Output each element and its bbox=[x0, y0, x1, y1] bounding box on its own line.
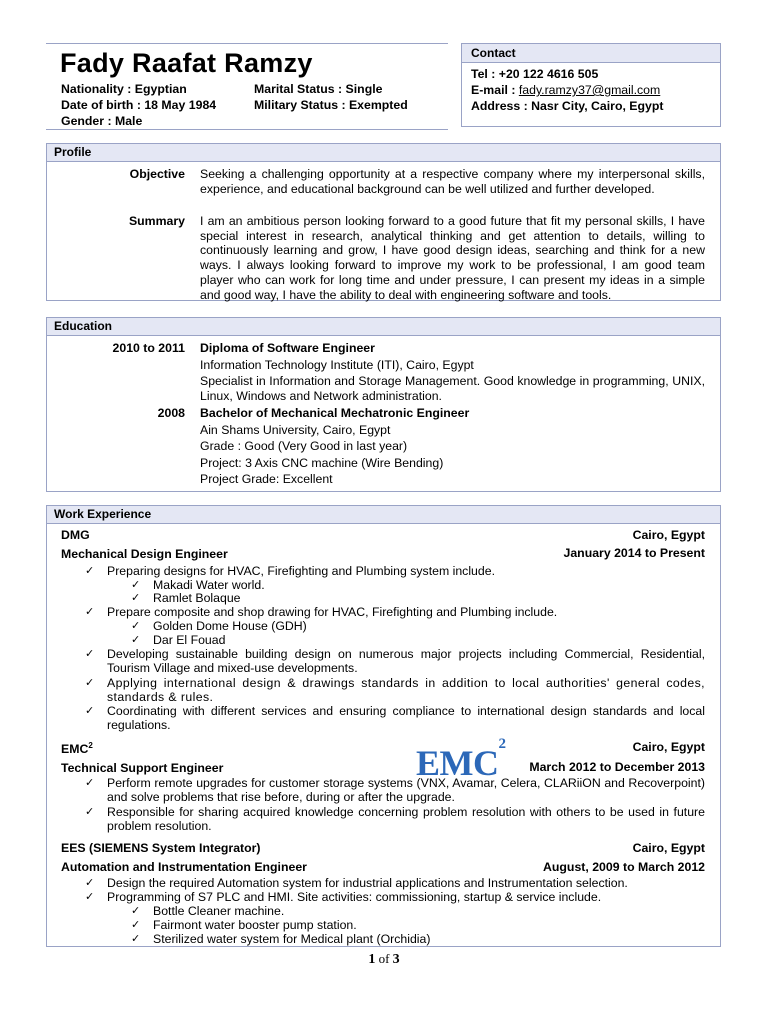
job-company: EMC$^2$ bbox=[61, 741, 93, 757]
job-bullet: ✓ Programming of S7 PLC and HMI. Site activities: commissioning, startup & service include. bbox=[85, 890, 602, 904]
education-project-grade-2: Project Grade: Excellent bbox=[200, 472, 333, 486]
education-degree-2: Bachelor of Mechanical Mechatronic Engineer bbox=[200, 406, 470, 420]
checkmark-icon: ✓ bbox=[131, 592, 141, 604]
job-location: Cairo, Egypt bbox=[632, 740, 705, 754]
job-dates: January 2014 to Present bbox=[563, 546, 705, 560]
job-bullet: ✓ Developing sustainable building design on numerous major projects including Commercial, Residential, Tourism Village and mixed-use developments. bbox=[85, 647, 705, 675]
job-bullet: ✓ Perform remote upgrades for customer storage systems (VNX, Avamar, Celera, CLARiiON and Recoverpoint) and solve problems that rise before, during or after the upgrade. bbox=[85, 776, 705, 804]
checkmark-icon: ✓ bbox=[131, 620, 141, 632]
job-dates: March 2012 to December 2013 bbox=[529, 760, 705, 774]
job-dates: August, 2009 to March 2012 bbox=[543, 860, 705, 874]
checkmark-icon: ✓ bbox=[131, 919, 141, 931]
objective-text: Seeking a challenging opportunity at a respective company where my interpersonal skills, experience, and educational background can be well utilized and further developed. bbox=[200, 167, 705, 196]
job-bullet: ✓ Preparing designs for HVAC, Firefighting and Plumbing system include. bbox=[85, 564, 495, 578]
summary-text: I am an ambitious person looking forward to a good future that fit my personal skills, I have special interest in research, analytical thinking and get attention to details, willing to continuously learning and grow, I have good design ideas, searching and think for a new ways. I always looking forward to improve my work to be professional, I am good team player who can work for long time and under pressure, I can present my ideas in a simple and good way, I have the ability to deal with engineering software and tools. bbox=[200, 214, 705, 302]
checkmark-icon: ✓ bbox=[85, 565, 95, 577]
header-top-rule bbox=[46, 43, 448, 44]
job-bullet: ✓ Prepare composite and shop drawing for HVAC, Firefighting and Plumbing include. bbox=[85, 605, 558, 619]
job-sub-bullet: ✓ Fairmont water booster pump station. bbox=[131, 918, 357, 932]
checkmark-icon: ✓ bbox=[85, 777, 95, 789]
checkmark-icon: ✓ bbox=[131, 933, 141, 945]
checkmark-icon: ✓ bbox=[131, 579, 141, 591]
job-sub-bullet: ✓ Bottle Cleaner machine. bbox=[131, 904, 285, 918]
nationality: Nationality : Egyptian bbox=[61, 82, 187, 96]
checkmark-icon: ✓ bbox=[85, 677, 95, 689]
education-years-1: 2010 to 2011 bbox=[112, 341, 185, 355]
education-institution-1: Information Technology Institute (ITI), Cairo, Egypt bbox=[200, 358, 474, 372]
emc-logo: EMC$^2$ bbox=[416, 736, 506, 783]
gender: Gender : Male bbox=[61, 114, 143, 128]
date-of-birth: Date of birth : 18 May 1984 bbox=[61, 98, 217, 112]
checkmark-icon: ✓ bbox=[131, 905, 141, 917]
job-company: DMG bbox=[61, 528, 90, 542]
education-grade-2: Grade : Good (Very Good in last year) bbox=[200, 439, 408, 453]
job-location: Cairo, Egypt bbox=[632, 841, 705, 855]
contact-email-label: E-mail : bbox=[471, 83, 519, 97]
page-number: 1 of 3 bbox=[368, 951, 400, 967]
job-sub-bullet: ✓ Makadi Water world. bbox=[131, 578, 265, 592]
job-bullet: ✓ Design the required Automation system for industrial applications and Instrumentation selection. bbox=[85, 876, 628, 890]
objective-label: Objective bbox=[129, 167, 185, 181]
contact-box bbox=[461, 43, 721, 127]
contact-email-row bbox=[471, 83, 660, 97]
checkmark-icon: ✓ bbox=[85, 806, 95, 818]
education-years-2: 2008 bbox=[157, 406, 185, 420]
job-location: Cairo, Egypt bbox=[632, 528, 705, 542]
job-bullet: ✓ Coordinating with different services and ensuring compliance to international design standards and local regulations. bbox=[85, 704, 705, 732]
job-bullet: ✓ Applying international design & drawings standards in addition to local authorities' general codes, standards & rules. bbox=[85, 676, 705, 704]
job-sub-bullet: ✓ Dar El Fouad bbox=[131, 633, 226, 647]
header-bottom-rule bbox=[46, 129, 448, 130]
summary-label: Summary bbox=[128, 214, 185, 228]
education-degree-1: Diploma of Software Engineer bbox=[200, 341, 375, 355]
candidate-name: Fady Raafat Ramzy bbox=[60, 48, 313, 78]
work-experience-heading: Work Experience bbox=[47, 506, 720, 524]
contact-email-link[interactable]: fady.ramzy37@gmail.com bbox=[518, 83, 661, 97]
job-sub-bullet: ✓ Sterilized water system for Medical plant (Orchidia) bbox=[131, 932, 431, 946]
contact-address: Address : Nasr City, Cairo, Egypt bbox=[471, 99, 664, 113]
checkmark-icon: ✓ bbox=[85, 648, 95, 660]
job-role: Technical Support Engineer bbox=[61, 761, 224, 775]
contact-title: Contact bbox=[462, 44, 720, 63]
job-bullet: ✓ Responsible for sharing acquired knowledge concerning problem resolution with others to be used in future problem resolution. bbox=[85, 805, 705, 833]
job-sub-bullet: ✓ Ramlet Bolaque bbox=[131, 591, 241, 605]
checkmark-icon: ✓ bbox=[85, 877, 95, 889]
checkmark-icon: ✓ bbox=[85, 705, 95, 717]
job-role: Automation and Instrumentation Engineer bbox=[61, 860, 307, 874]
education-heading: Education bbox=[47, 318, 720, 336]
checkmark-icon: ✓ bbox=[131, 634, 141, 646]
contact-tel: Tel : +20 122 4616 505 bbox=[471, 67, 599, 81]
profile-heading: Profile bbox=[47, 144, 720, 162]
checkmark-icon: ✓ bbox=[85, 891, 95, 903]
education-institution-2: Ain Shams University, Cairo, Egypt bbox=[200, 423, 391, 437]
job-company: EES (SIEMENS System Integrator) bbox=[61, 841, 261, 855]
military-status: Military Status : Exempted bbox=[254, 98, 408, 112]
checkmark-icon: ✓ bbox=[85, 606, 95, 618]
education-detail-1: Specialist in Information and Storage Management. Good knowledge in programming, UNIX, Linux, Windows and Network administration. bbox=[200, 374, 705, 403]
job-sub-bullet: ✓ Golden Dome House (GDH) bbox=[131, 619, 307, 633]
job-role: Mechanical Design Engineer bbox=[61, 547, 228, 561]
education-project-2: Project: 3 Axis CNC machine (Wire Bending) bbox=[200, 456, 444, 470]
marital-status: Marital Status : Single bbox=[254, 82, 383, 96]
